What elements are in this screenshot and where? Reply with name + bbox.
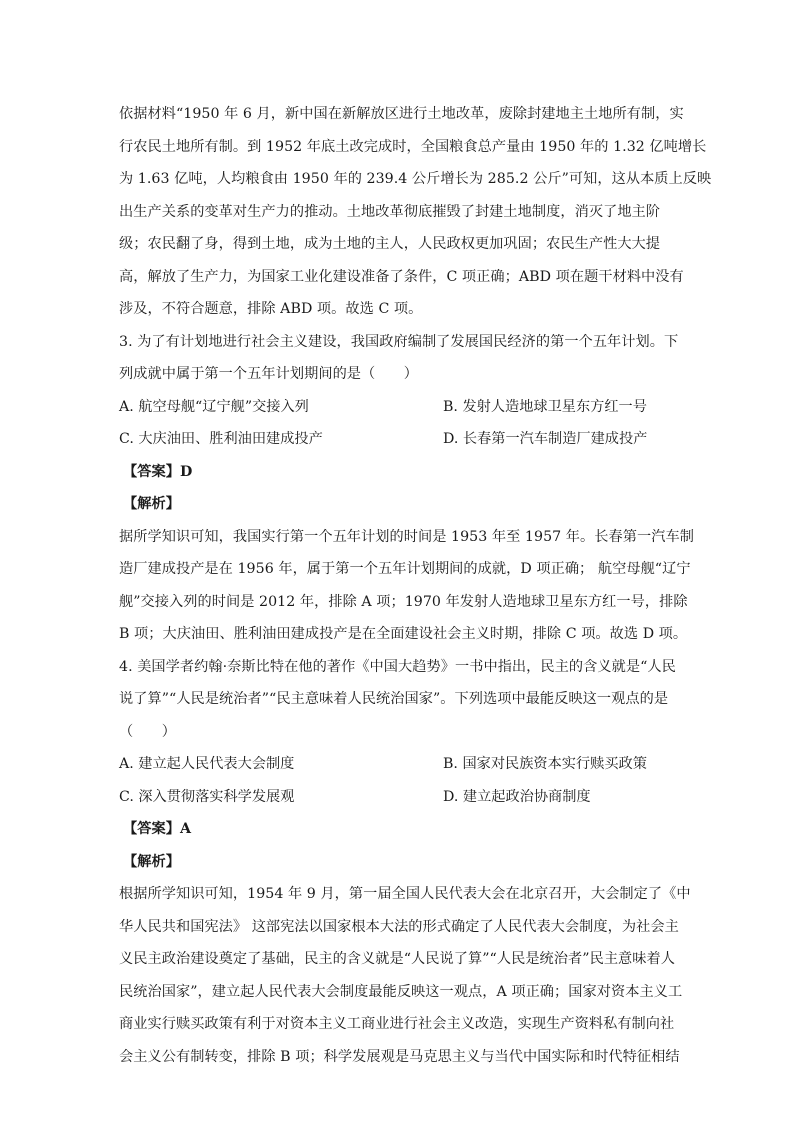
analysis-line: 华人民共和国宪法》 这部宪法以国家根本大法的形式确定了人民代表大会制度，为社会主	[119, 918, 679, 935]
analysis-line: 舰”交接入列的时间是 2012 年，排除 A 项；1970 年发射人造地球卫星东方红一号，排除	[119, 593, 688, 610]
analysis-line: 造厂建成投产是在 1956 年，属于第一个五年计划期间的成就，D 项正确； 航空母舰“辽宁	[119, 561, 691, 577]
question-3	[119, 326, 694, 651]
answer-label: 【答案】D	[123, 463, 193, 480]
text-line: 级；农民翻了身，得到土地，成为土地的主人，人民政权更加巩固；农民生产性大大提	[119, 236, 661, 252]
analysis-line: 据所学知识可知，我国实行第一个五年计划的时间是 1953 年至 1957 年。长春第一汽车制	[119, 528, 694, 545]
analysis-label: 【解析】	[123, 496, 180, 512]
option-c: C. 深入贯彻落实科学发展观	[119, 788, 295, 805]
options-row	[119, 781, 671, 814]
option-a: A. 建立起人民代表大会制度	[119, 756, 295, 772]
option-a: A. 航空母舰“辽宁舰”交接入列	[119, 398, 309, 415]
option-d: D. 长春第一汽车制造厂建成投产	[443, 431, 648, 447]
text-line: 出生产关系的变革对生产力的推动。土地改革彻底摧毁了封建土地制度，消灭了地主阶	[119, 203, 661, 220]
analysis-line: 商业实行赎买政策有利于对资本主义工商业进行社会主义改造，实现生产资料私有制向社	[119, 1016, 675, 1032]
text-line: 行农民土地所有制。到 1952 年底土改完成时，全国粮食总产量由 1950 年的 1.32 亿吨增长	[119, 138, 707, 155]
analysis-line: 根据所学知识可知，1954 年 9 月，第一届全国人民代表大会在北京召开，大会制定了《中	[119, 886, 691, 902]
option-d: D. 建立起政治协商制度	[443, 788, 591, 805]
question-stem: 列成就中属于第一个五年计划期间的是（ ）	[119, 366, 418, 382]
analysis-label: 【解析】	[123, 853, 180, 870]
page-content	[119, 98, 712, 1073]
text-line: 为 1.63 亿吨，人均粮食由 1950 年的 239.4 公斤增长为 285.2 公斤”可知，这从本质上反映	[119, 171, 712, 187]
analysis-line: 义民主政治建设奠定了基础，民主的含义就是“人民说了算”“人民是统治者”民主意味着人	[119, 951, 676, 967]
options-row	[119, 423, 671, 456]
analysis-line: 会主义公有制转变，排除 B 项；科学发展观是马克思主义与当代中国实际和时代特征相结	[119, 1048, 680, 1065]
question-stem: 4. 美国学者约翰·奈斯比特在他的著作《中国大趋势》一书中指出，民主的含义就是“人民	[119, 658, 676, 675]
text-line: 涉及，不符合题意，排除 ABD 项。故选 C 项。	[119, 301, 423, 317]
analysis-line: B 项；大庆油田、胜利油田建成投产是在全面建设社会主义时期，排除 C 项。故选 D 项。	[119, 626, 688, 642]
question-stem: 3. 为了有计划地进行社会主义建设，我国政府编制了发展国民经济的第一个五年计划。下	[119, 333, 679, 350]
option-c: C. 大庆油田、胜利油田建成投产	[119, 431, 323, 447]
analysis-line: 民统治国家”，建立起人民代表大会制度最能反映这一观点，A 项正确；国家对资本主义工	[119, 983, 683, 1000]
question-stem: 说了算”“人民是统治者”“民主意味着人民统治国家”。下列选项中最能反映这一观点的是	[119, 691, 669, 707]
text-line: 依据材料“1950 年 6 月，新中国在新解放区进行土地改革，废除封建地主土地所有制，实	[119, 106, 684, 122]
option-b: B. 发射人造地球卫星东方红一号	[443, 398, 647, 415]
options-row	[119, 748, 671, 781]
text-line: 高，解放了生产力，为国家工业化建设准备了条件，C 项正确；ABD 项在题干材料中没有	[119, 268, 684, 285]
options-row	[119, 391, 671, 424]
answer-label: 【答案】A	[123, 821, 192, 837]
option-b: B. 国家对民族资本实行赎买政策	[443, 756, 647, 772]
intro-paragraph	[119, 98, 712, 326]
question-stem: （ ）	[119, 723, 176, 740]
question-4	[119, 651, 691, 1074]
